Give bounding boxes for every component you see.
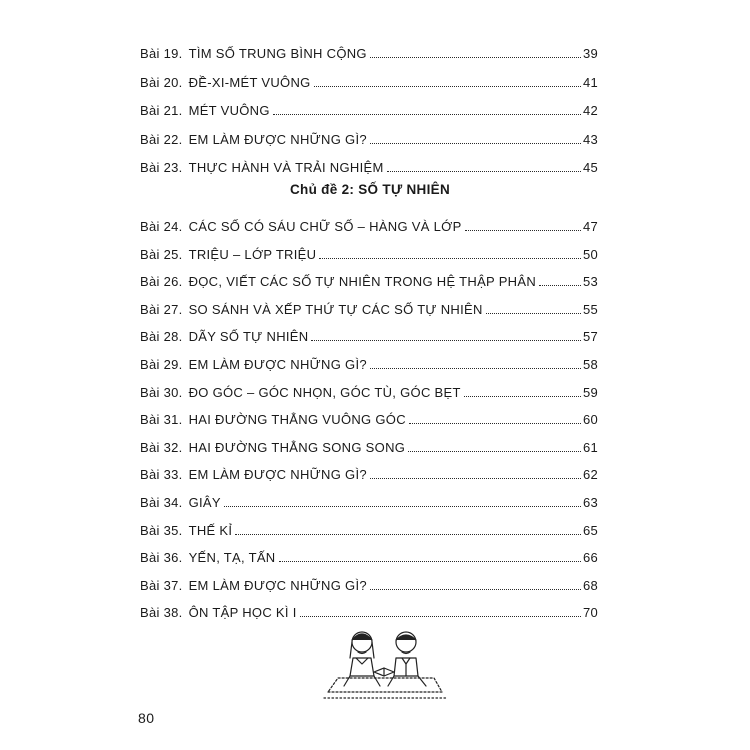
lesson-number: Bài 29. xyxy=(140,357,183,372)
lesson-page-number: 63 xyxy=(582,495,598,510)
lesson-title: ÔN TẬP HỌC KÌ I xyxy=(188,605,297,621)
toc-entry xyxy=(140,516,598,538)
dot-leader xyxy=(370,368,581,369)
toc-entry xyxy=(140,433,598,455)
toc-entry xyxy=(140,378,598,400)
toc-entry xyxy=(140,350,598,372)
lesson-number: Bài 23. xyxy=(140,160,183,175)
lesson-page-number: 43 xyxy=(582,131,598,147)
dot-leader xyxy=(224,506,581,507)
dot-leader xyxy=(464,396,581,397)
dot-leader xyxy=(408,451,581,452)
lesson-title: GIÂY xyxy=(188,495,221,510)
lesson-title: ĐỌC, VIẾT CÁC SỐ TỰ NHIÊN TRONG HỆ THẬP PHÂN xyxy=(188,274,537,290)
toc-entry xyxy=(140,598,598,620)
section-heading: Chủ đề 2: SỐ TỰ NHIÊN xyxy=(289,182,450,197)
lesson-title: EM LÀM ĐƯỢC NHỮNG GÌ? xyxy=(188,131,367,147)
lesson-title: MÉT VUÔNG xyxy=(188,103,270,118)
lesson-number: Bài 26. xyxy=(140,274,183,290)
lesson-page-number: 59 xyxy=(582,384,598,400)
toc-entry xyxy=(140,125,598,147)
lesson-number: Bài 35. xyxy=(140,522,183,538)
dot-leader xyxy=(314,86,581,87)
lesson-title: DÃY SỐ TỰ NHIÊN xyxy=(188,329,309,345)
dot-leader xyxy=(409,423,581,424)
lesson-title: HAI ĐƯỜNG THẲNG SONG SONG xyxy=(188,439,406,455)
dot-leader xyxy=(387,171,581,172)
dot-leader xyxy=(279,561,581,562)
lesson-page-number: 47 xyxy=(582,219,598,234)
lesson-title: SO SÁNH VÀ XẾP THỨ TỰ CÁC SỐ TỰ NHIÊN xyxy=(188,301,483,317)
lesson-number: Bài 34. xyxy=(140,495,183,510)
toc-entry xyxy=(140,153,598,175)
lesson-number: Bài 28. xyxy=(140,329,183,345)
lesson-page-number: 62 xyxy=(582,467,598,483)
lesson-page-number: 45 xyxy=(582,160,598,175)
toc-entry xyxy=(140,543,598,565)
lesson-number: Bài 36. xyxy=(140,550,183,566)
dot-leader xyxy=(235,534,581,535)
dot-leader xyxy=(311,340,580,341)
lesson-page-number: 50 xyxy=(582,246,598,262)
dot-leader xyxy=(539,285,581,286)
toc-entry xyxy=(140,405,598,427)
lesson-page-number: 68 xyxy=(582,577,598,593)
lesson-title: EM LÀM ĐƯỢC NHỮNG GÌ? xyxy=(188,357,367,372)
lesson-page-number: 41 xyxy=(582,74,598,90)
dot-leader xyxy=(370,589,581,590)
lesson-number: Bài 20. xyxy=(140,74,183,90)
lesson-number: Bài 31. xyxy=(140,412,183,428)
lesson-title: CÁC SỐ CÓ SÁU CHỮ SỐ – HÀNG VÀ LỚP xyxy=(188,219,462,234)
toc-entry xyxy=(140,460,598,482)
dot-leader xyxy=(370,143,581,144)
lesson-number: Bài 37. xyxy=(140,577,183,593)
toc-entry xyxy=(140,571,598,593)
toc-entry xyxy=(140,240,598,262)
lesson-title: EM LÀM ĐƯỢC NHỮNG GÌ? xyxy=(188,467,367,483)
lesson-title: THỰC HÀNH VÀ TRẢI NGHIỆM xyxy=(188,160,384,175)
lesson-page-number: 60 xyxy=(582,412,598,428)
toc-entry xyxy=(140,96,598,118)
lesson-page-number: 65 xyxy=(582,522,598,538)
lesson-number: Bài 19. xyxy=(140,46,183,61)
lesson-page-number: 57 xyxy=(582,329,598,345)
lesson-number: Bài 27. xyxy=(140,301,183,317)
lesson-title: HAI ĐƯỜNG THẲNG VUÔNG GÓC xyxy=(188,412,406,428)
toc-entry xyxy=(140,322,598,344)
dot-leader xyxy=(486,313,581,314)
lesson-title: EM LÀM ĐƯỢC NHỮNG GÌ? xyxy=(188,577,367,593)
lesson-number: Bài 25. xyxy=(140,246,183,262)
lesson-number: Bài 30. xyxy=(140,384,183,400)
lesson-page-number: 58 xyxy=(582,357,598,372)
lesson-page-number: 55 xyxy=(582,301,598,317)
toc-entry xyxy=(140,212,598,234)
dot-leader xyxy=(319,258,581,259)
lesson-number: Bài 38. xyxy=(140,605,183,621)
lesson-title: THẾ KỈ xyxy=(188,522,233,538)
dot-leader xyxy=(370,57,581,58)
lesson-title: YẾN, TẠ, TẤN xyxy=(188,550,276,566)
lesson-page-number: 42 xyxy=(582,103,598,118)
two-students-reading-icon xyxy=(322,628,450,700)
toc-entry xyxy=(140,295,598,317)
lesson-page-number: 53 xyxy=(582,274,598,290)
dot-leader xyxy=(465,230,581,231)
toc-entry xyxy=(140,267,598,289)
lesson-page-number: 61 xyxy=(582,439,598,455)
page-number: 80 xyxy=(138,710,155,726)
lesson-number: Bài 33. xyxy=(140,467,183,483)
lesson-number: Bài 22. xyxy=(140,131,183,147)
lesson-number: Bài 24. xyxy=(140,219,183,234)
lesson-number: Bài 21. xyxy=(140,103,183,118)
lesson-number: Bài 32. xyxy=(140,439,183,455)
dot-leader xyxy=(273,114,581,115)
lesson-page-number: 66 xyxy=(582,550,598,566)
lesson-title: ĐỀ-XI-MÉT VUÔNG xyxy=(188,74,311,90)
toc-entry xyxy=(140,39,598,61)
toc-entry xyxy=(140,488,598,510)
lesson-page-number: 39 xyxy=(582,46,598,61)
dot-leader xyxy=(300,616,581,617)
lesson-title: ĐO GÓC – GÓC NHỌN, GÓC TÙ, GÓC BẸT xyxy=(188,384,461,400)
lesson-page-number: 70 xyxy=(582,605,598,621)
dot-leader xyxy=(370,478,581,479)
lesson-title: TRIỆU – LỚP TRIỆU xyxy=(188,246,317,262)
toc-entry xyxy=(140,68,598,90)
lesson-title: TÌM SỐ TRUNG BÌNH CỘNG xyxy=(188,46,367,61)
